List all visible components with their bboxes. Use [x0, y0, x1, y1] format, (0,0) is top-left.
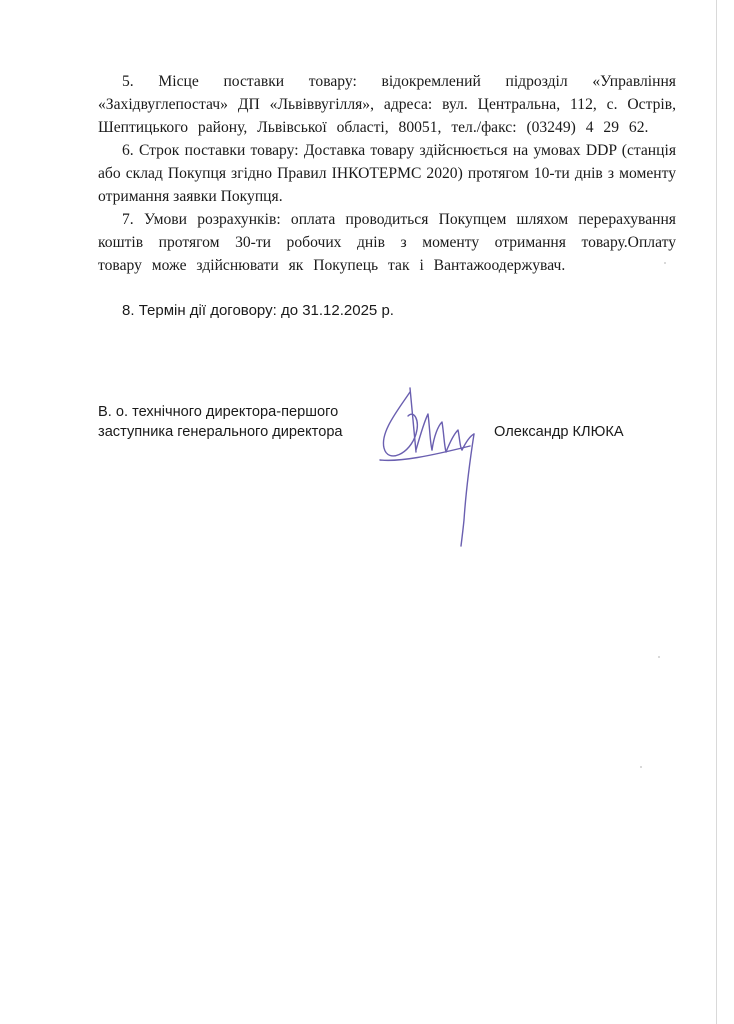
signer-name: Олександр КЛЮКА [494, 424, 624, 440]
scan-speck [664, 262, 666, 264]
scan-edge-line [716, 0, 717, 1024]
signer-position-line-1: В. о. технічного директора-першого [98, 404, 339, 420]
handwritten-signature [370, 370, 510, 560]
clause-number: 6. [122, 142, 134, 159]
clause-number: 5. [122, 73, 134, 90]
clause-text: Місце поставки товару: відокремлений підрозділ «Управління «Західвуглепостач» ДП «Львіввугілля», адреса: вул. Центральна, 112, с. Острів, Шептицького району, Львівської області, 80051, тел./факс: (03249) 4 29 62. [98, 73, 676, 136]
clause-delivery-place [98, 70, 676, 139]
contract-clauses [98, 70, 676, 322]
clause-delivery-term [98, 139, 676, 208]
signature-strokes [380, 388, 474, 546]
signer-position [98, 402, 343, 442]
clause-text: Строк поставки товару: Доставка товару здійснюється на умовах DDP (станція або склад Покупця згідно Правил ІНКОТЕРМС 2020) протягом 10-ти днів з моменту отримання заявки Покупця. [98, 142, 676, 205]
clause-contract-validity [98, 299, 676, 322]
clause-text: Термін дії договору: до 31.12.2025 р. [138, 302, 394, 319]
clause-text: Умови розрахунків: оплата проводиться Покупцем шляхом перерахування коштів протягом 30-ти робочих днів з моменту отримання товару.Оплату товару може здійснювати як Покупець так і Вантажоодержувач. [98, 211, 676, 274]
scan-speck [658, 656, 660, 658]
clause-number: 8. [122, 302, 135, 319]
scan-speck [640, 766, 642, 768]
signer-position-line-2: заступника генерального директора [98, 424, 343, 440]
clause-payment-terms [98, 208, 676, 277]
clause-number: 7. [122, 211, 134, 228]
